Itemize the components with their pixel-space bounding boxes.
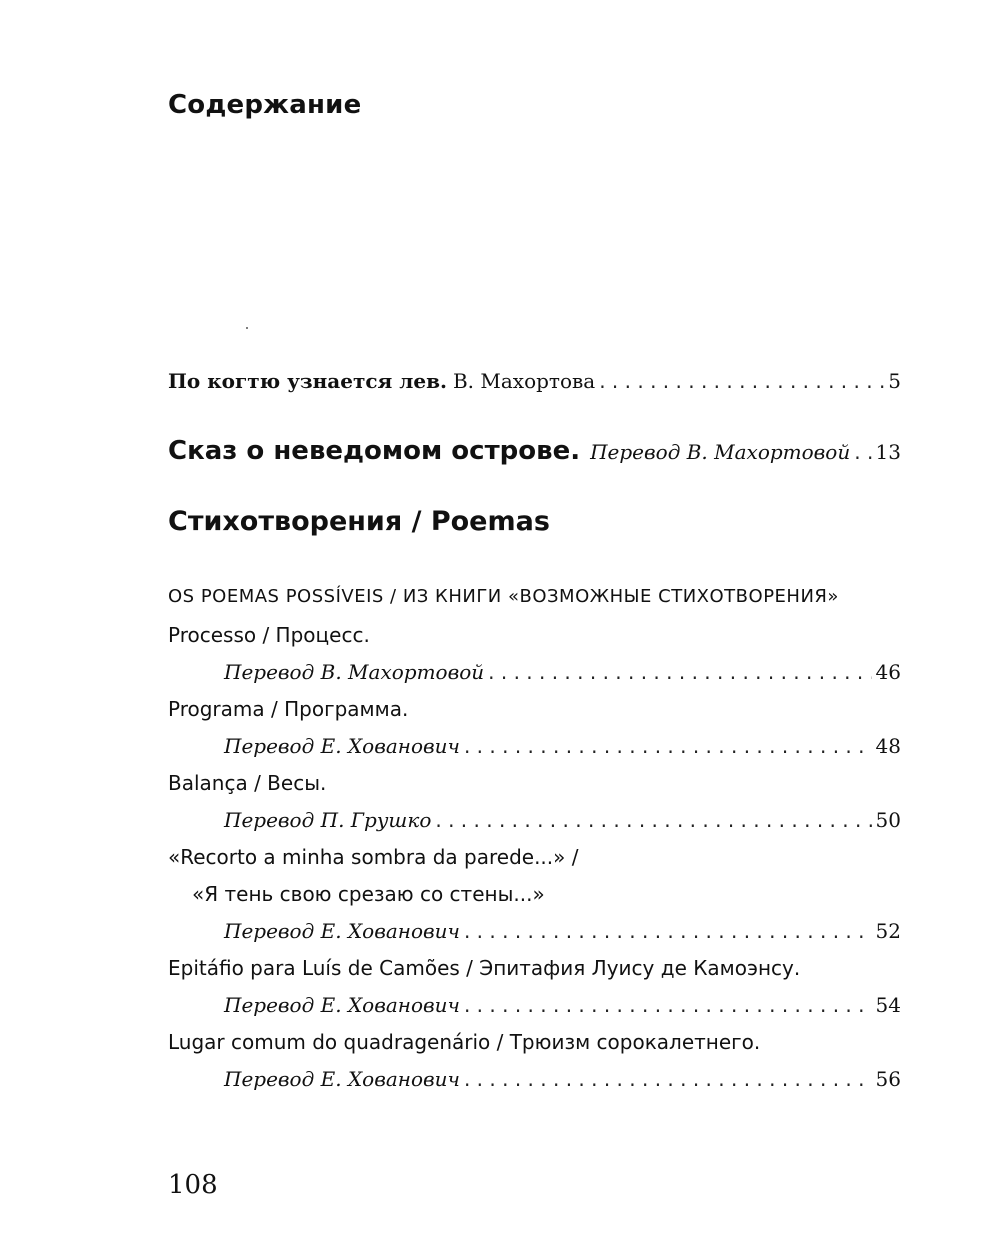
poem-title: Programa / Программа. — [168, 697, 409, 721]
toc-entry-translation — [224, 734, 901, 758]
toc-entry-translator: Перевод В. Махортовой — [590, 440, 851, 464]
toc-entry-translator: Перевод Е. Хованович — [224, 993, 460, 1017]
toc-entry-page: 13 — [875, 440, 901, 464]
toc-entry-intro — [168, 369, 901, 393]
toc-entry-translator: Перевод В. Махортовой — [224, 660, 485, 684]
poem-title: Processo / Процесс. — [168, 623, 370, 647]
dot-leader — [464, 993, 872, 1017]
dot-leader — [488, 660, 871, 684]
toc-entry-page: 48 — [875, 734, 901, 758]
poem-title-translation: «Я тень свою срезаю со стены...» — [192, 882, 545, 906]
page-title: Содержание — [168, 90, 362, 120]
toc-entry-page: 54 — [875, 993, 901, 1017]
dot-leader — [464, 734, 872, 758]
toc-entry-page: 50 — [875, 808, 901, 832]
toc-entry-page: 52 — [875, 919, 901, 943]
toc-entry-translator: Перевод Е. Хованович — [224, 1067, 460, 1091]
toc-entry-translation — [224, 993, 901, 1017]
dot-leader — [464, 1067, 872, 1091]
toc-entry-translation — [224, 919, 901, 943]
toc-entry-translation — [224, 808, 901, 832]
poem-title: Balança / Весы. — [168, 771, 327, 795]
toc-entry-author: В. Махортова — [452, 369, 596, 393]
poem-title: Epitáfio para Luís de Camões / Эпитафия Луису де Камоэнсу. — [168, 956, 801, 980]
poem-title: Lugar comum do quadragenário / Трюизм сорокалетнего. — [168, 1030, 761, 1054]
toc-entry-title: По когтю узнается лев. — [168, 369, 447, 393]
toc-entry-page: 5 — [888, 369, 901, 393]
section-heading-poems: Стихотворения / Poemas — [168, 506, 550, 537]
dot-leader — [435, 808, 871, 832]
print-speck — [246, 327, 248, 329]
page-number: 108 — [168, 1170, 218, 1200]
dot-leader — [599, 369, 884, 393]
dot-leader — [854, 440, 871, 464]
poem-title: «Recorto a minha sombra da parede...» / — [168, 845, 579, 869]
dot-leader — [464, 919, 872, 943]
toc-entry-page: 56 — [875, 1067, 901, 1091]
toc-entry-translator: Перевод П. Грушко — [224, 808, 432, 832]
collection-title: OS POEMAS POSSÍVEIS / ИЗ КНИГИ «ВОЗМОЖНЫЕ СТИХОТВОРЕНИЯ» — [168, 586, 839, 607]
toc-entry-tale — [168, 436, 901, 466]
toc-entry-page: 46 — [875, 660, 901, 684]
toc-entry-title: Сказ о неведомом острове. — [168, 436, 581, 466]
toc-entry-translator: Перевод Е. Хованович — [224, 919, 460, 943]
toc-entry-translator: Перевод Е. Хованович — [224, 734, 460, 758]
toc-entry-translation — [224, 660, 901, 684]
toc-entry-translation — [224, 1067, 901, 1091]
